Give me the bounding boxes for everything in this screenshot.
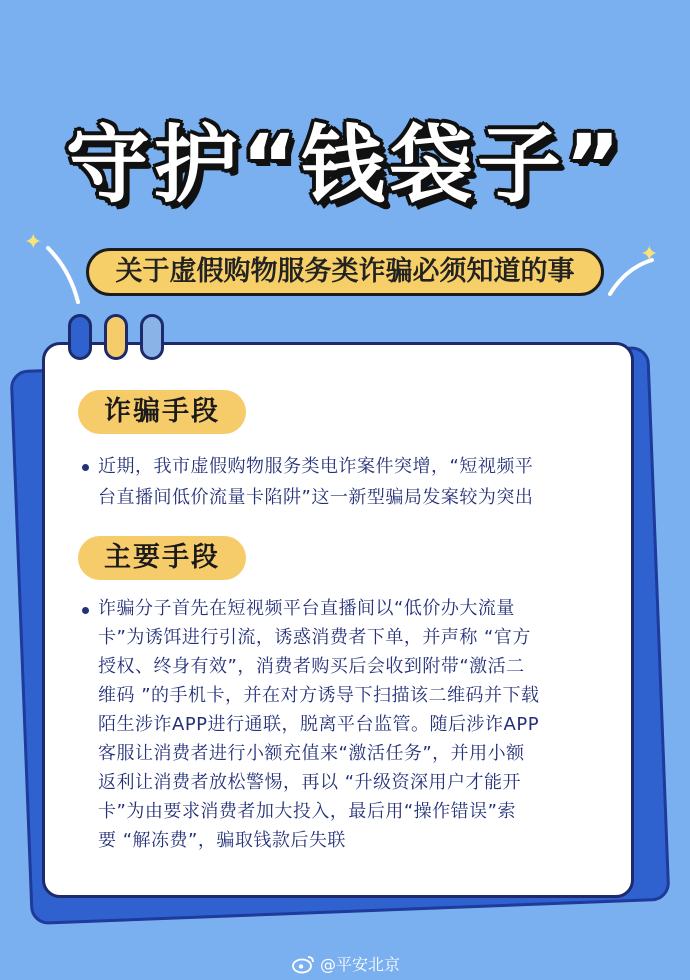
source-credit [292, 952, 400, 975]
subtitle-banner: 关于虚假购物服务类诈骗必须知道的事 [86, 248, 604, 296]
paragraph-line: 返利让消费者放松警惕，再以 “升级资深用户才能开 [98, 772, 522, 793]
binder-ring-yellow [104, 314, 128, 360]
paragraph-line: 客服让消费者进行小额充值来“激活任务”，并用小额 [98, 743, 525, 764]
bullet [82, 607, 89, 614]
paragraph-line: 卡”为诱饵进行引流，诱惑消费者下单，并声称 “官方 [98, 627, 531, 648]
paragraph-line: 近期，我市虚假购物服务类电诈案件突增，“短视频平 [98, 456, 534, 477]
paragraph-line: 诈骗分子首先在短视频平台直播间以“低价办大流量 [98, 598, 515, 619]
sparkle-icon: ✦ [24, 230, 43, 255]
section-heading-fraud-methods: 诈骗手段 [78, 390, 246, 434]
paragraph-line: 陌生涉诈APP进行通联，脱离平台监管。随后涉诈APP [98, 714, 540, 735]
paragraph-line: 要 “解冻费”，骗取钱款后失联 [98, 830, 346, 851]
sparkle-icon: ✦ [640, 242, 659, 267]
paragraph-line: 台直播间低价流量卡陷阱”这一新型骗局发案较为突出 [98, 487, 534, 508]
binder-ring-blue [68, 314, 92, 360]
bullet [82, 464, 89, 471]
section-heading-main-methods: 主要手段 [78, 536, 246, 580]
paragraph-line: 维码 ”的手机卡，并在对方诱导下扫描该二维码并下载 [98, 685, 540, 706]
main-title: 守护“钱袋子” [65, 116, 625, 214]
weibo-icon [292, 954, 316, 974]
paragraph-line: 卡”为由要求消费者加大投入，最后用“操作错误”索 [98, 801, 516, 822]
credit-text: @平安北京 [319, 955, 400, 974]
paragraph-line: 授权、终身有效”，消费者购买后会收到附带“激活二 [98, 656, 525, 677]
binder-ring-lightblue [140, 314, 164, 360]
